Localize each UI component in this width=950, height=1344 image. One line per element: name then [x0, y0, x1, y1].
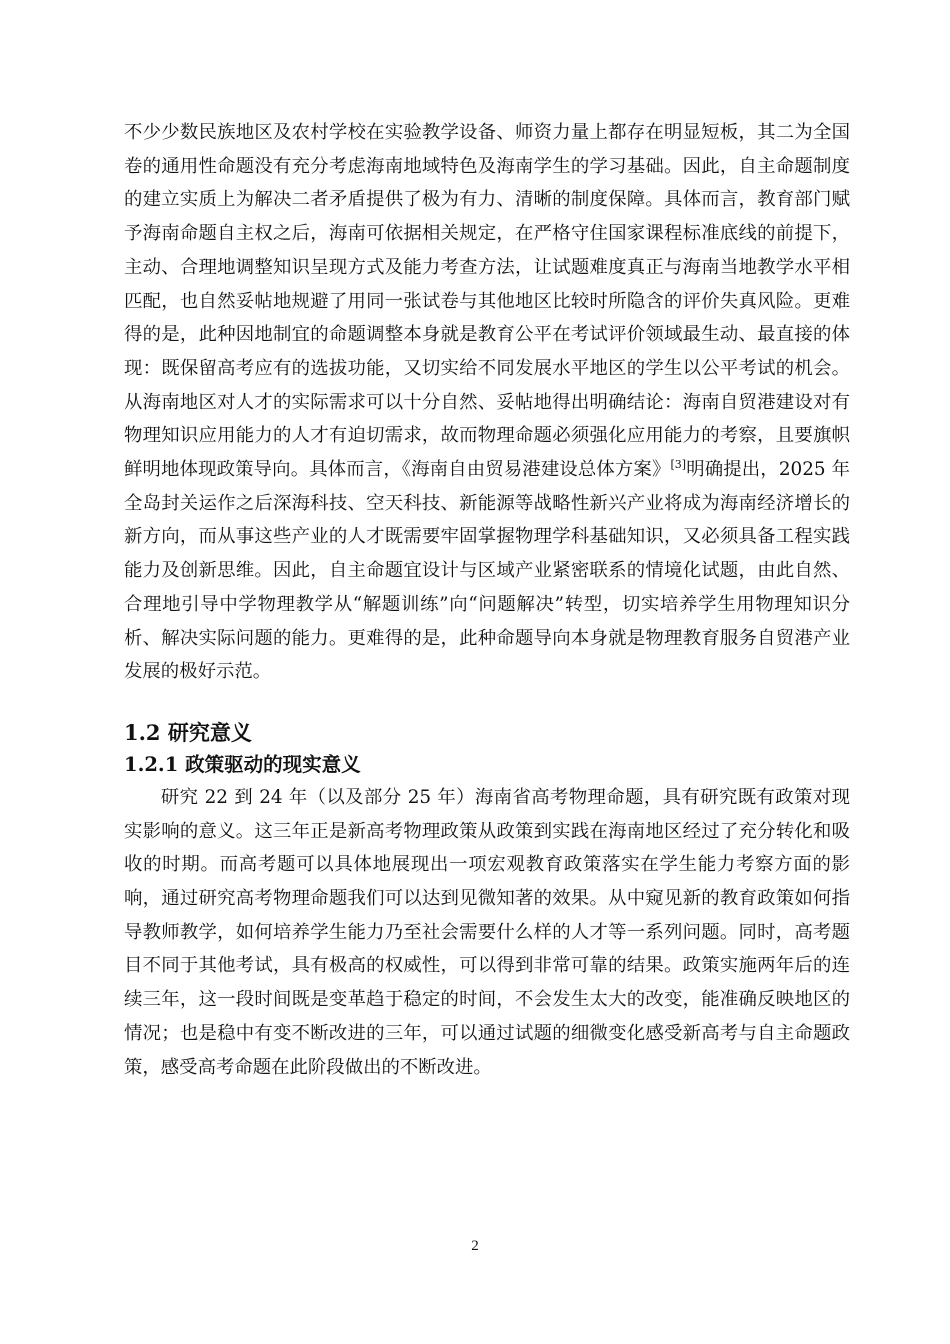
section-heading: 1.2 研究意义 [124, 719, 252, 745]
body-paragraph: 研究 22 到 24 年（以及部分 25 年）海南省高考物理命题，具有研究既有政策对现实影响的意义。这三年正是新高考物理政策从政策到实践在海南地区经过了充分转化和吸收的时期。而高考题可以具体地展现出一项宏观教育政策落实在学生能力考察方面的影响，通过研究高考物理命题我们可以达到见微知著的效果。从中窥见新的教育政策如何指导教师教学，如何培养学生能力乃至社会需要什么样的人才等一系列问题。同时，高考题目不同于其他考试，具有极高的权威性，可以得到非常可靠的结果。政策实施两年后的连续三年，这一段时间既是变革趋于稳定的时间，不会发生太大的改变，能准确反映地区的情况；也是稳中有变不断改进的三年，可以通过试题的细微变化感受新高考与自主命题政策，感受高考命题在此阶段做出的不断改进。 [124, 786, 850, 1078]
paragraph-text: 不少少数民族地区及农村学校在实验教学设备、师资力量上都存在明显短板，其二为全国卷的通用性命题没有充分考虑海南地域特色及海南学生的学习基础。因此，自主命题制度的建立实质上为解决二者矛盾提供了极为有力、清晰的制度保障。具体而言，教育部门赋予海南命题自主权之后，海南可依据相关规定，在严格守住国家课程标准底线的前提下，主动、合理地调整知识呈现方式及能力考查方法，让试题难度真正与海南当地教学水平相匹配，也自然妥帖地规避了用同一张试卷与其他地区比较时所隐含的评价失真风险。更难得的是，此种因地制宜的命题调整本身就是教育公平在考试评价领域最生动、最直接的体现：既保留高考应有的选拔功能，又切实给不同发展水平地区的学生以公平考试的机会。从海南地区对人才的实际需求可以十分自然、妥帖地得出明确结论：海南自贸港建设对有物理知识应用能力的人才有迫切需求，故而物理命题必须强化应用能力的考察，且要旗帜鲜明地体现政策导向。具体而言，《海南自由贸易港建设总体方案》 [124, 122, 850, 481]
paragraph-text: 明确提出，2025 年全岛封关运作之后深海科技、空天科技、新能源等战略性新兴产业将成为海南经济增长的新方向，而从事这些产业的人才既需要牢固掌握物理学科基础知识，又必须具备工程实践能力及创新思维。因此，自主命题宜设计与区域产业紧密联系的情境化试题，由此自然、合理地引导中学物理教学从“解题训练”向“问题解决”转型，切实培养学生用物理知识分析、解决实际问题的能力。更难得的是，此种命题导向本身就是物理教育服务自贸港产业发展的极好示范。 [124, 459, 850, 683]
body-paragraph [124, 116, 850, 689]
page-number: 2 [471, 1238, 479, 1254]
citation-reference[interactable]: [3] [670, 457, 687, 471]
page-content [124, 116, 850, 1084]
subsection-heading: 1.2.1 政策驱动的现实意义 [124, 752, 361, 776]
